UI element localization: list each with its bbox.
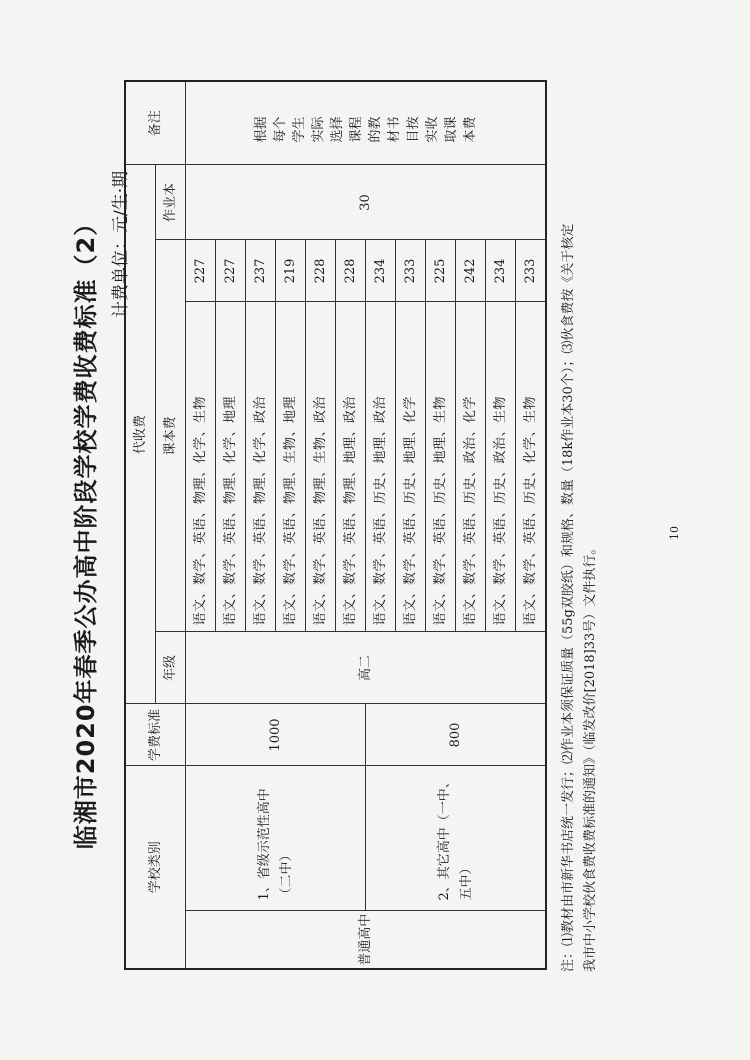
textbook-subjects: 语文、数学、英语、历史、政治、生物 [486, 302, 516, 632]
textbook-fee-value: 228 [336, 240, 366, 302]
textbook-subjects: 语文、数学、英语、物理、生物、地理 [276, 302, 306, 632]
textbook-fee-value: 225 [426, 240, 456, 302]
textbook-subjects: 语文、数学、英语、物理、化学、政治 [246, 302, 276, 632]
textbook-subjects: 语文、数学、英语、历史、政治、化学 [456, 302, 486, 632]
fee-table [124, 80, 547, 970]
remark-cell: 根据每个学生实际选择课程的教材书目按实收取课本费 [186, 81, 547, 165]
textbook-fee-value: 227 [216, 240, 246, 302]
table-row [186, 81, 216, 969]
header-grade: 年级 [156, 632, 186, 704]
subcategory-name: 1、省级示范性高中（二中） [186, 766, 366, 911]
header-row-1 [125, 81, 156, 969]
textbook-subjects: 语文、数学、英语、物理、生物、政治 [306, 302, 336, 632]
grade-cell: 高二 [186, 632, 547, 704]
page-title: 临湘市2020年春季公办高中阶段学校学费收费标准（2） [72, 210, 100, 850]
tuition-value: 800 [366, 704, 547, 766]
billing-unit: 计费单位：元/生·期 [111, 170, 131, 318]
textbook-subjects: 语文、数学、英语、物理、化学、生物 [186, 302, 216, 632]
textbook-fee-value: 228 [306, 240, 336, 302]
header-textbook-fee: 课本费 [156, 240, 186, 632]
header-workbook-fee: 作业本 [156, 165, 186, 240]
header-remarks: 备注 [125, 81, 186, 165]
textbook-fee-value: 234 [366, 240, 396, 302]
textbook-subjects: 语文、数学、英语、历史、地理、化学 [396, 302, 426, 632]
textbook-subjects: 语文、数学、英语、物理、地理、政治 [336, 302, 366, 632]
textbook-fee-value: 219 [276, 240, 306, 302]
textbook-fee-value: 234 [486, 240, 516, 302]
footnote-line-2: 我市中小学校伙食费收费标准的通知》（临发改价[2018]33号）文件执行。 [583, 541, 598, 972]
footnote-line-1: 注：⑴教材由市新华书店统一发行；⑵作业本须保证质量（55g双胶纸）和规格、数量（18k作业本30个）；⑶伙食费按《关于核定 [561, 223, 576, 972]
school-category-cell: 普通高中 [186, 911, 547, 969]
textbook-fee-value: 233 [516, 240, 547, 302]
textbook-fee-value: 233 [396, 240, 426, 302]
subcategory-name: 2、其它高中（一中、五中） [366, 766, 547, 911]
textbook-subjects: 语文、数学、英语、物理、化学、地理 [216, 302, 246, 632]
header-agency-fee: 代收费 [125, 165, 156, 704]
header-tuition-standard: 学费标准 [125, 704, 186, 766]
textbook-fee-value: 237 [246, 240, 276, 302]
tuition-value: 1000 [186, 704, 366, 766]
textbook-fee-value: 227 [186, 240, 216, 302]
textbook-subjects: 语文、数学、英语、历史、地理、政治 [366, 302, 396, 632]
textbook-subjects: 语文、数学、英语、历史、地理、生物 [426, 302, 456, 632]
header-school-category: 学校类别 [125, 766, 186, 969]
textbook-fee-value: 242 [456, 240, 486, 302]
workbook-fee-value: 30 [186, 165, 547, 240]
page-number: 10 [668, 526, 681, 540]
textbook-subjects: 语文、数学、英语、历史、化学、生物 [516, 302, 547, 632]
